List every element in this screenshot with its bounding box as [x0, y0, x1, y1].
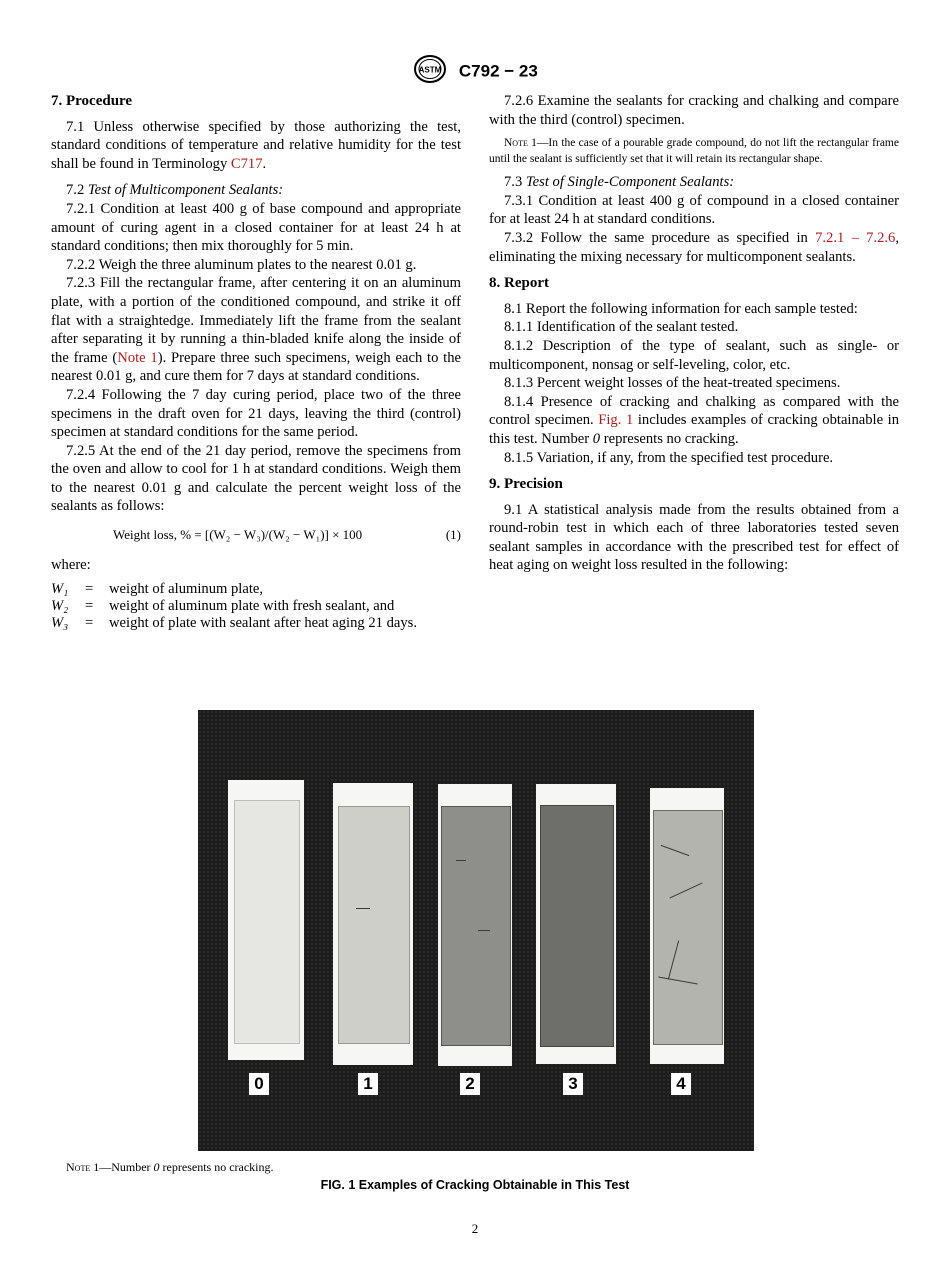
para-7-3: 7.3 Test of Single-Component Sealants: — [504, 174, 735, 191]
where-label: where: — [51, 557, 91, 574]
variable-definitions — [51, 581, 417, 632]
right-column — [489, 92, 899, 575]
para-8-1-2: 8.1.2 Description of the type of sealant, such as single- or multicomponent, nonsag or self-leveling, color, etc. — [489, 337, 899, 373]
link-note-1[interactable]: Note 1 — [117, 349, 158, 366]
specimen-label: 4 — [671, 1073, 691, 1095]
link-c717[interactable]: C717 — [230, 155, 263, 172]
para-7-2-2: 7.2.2 Weigh the three aluminum plates to the nearest 0.01 g. — [66, 256, 417, 273]
para-7-2: 7.2 Test of Multicomponent Sealants: — [66, 182, 284, 199]
crack-mark — [356, 908, 370, 909]
link-7-2-1-7-2-6[interactable]: 7.2.1 – 7.2.6 — [815, 229, 896, 246]
para-7-2-6: 7.2.6 Examine the sealants for cracking and chalking and compare with the third (control) specimen. — [489, 93, 899, 128]
para-7-2-4: 7.2.4 Following the 7 day curing period, place two of the three specimens in the draft oven for 21 days, leaving the third (control) specimen at standard conditions for the same period. — [51, 386, 461, 441]
specimen-1-sealant — [338, 806, 410, 1044]
para-7-1: 7.1 Unless otherwise specified by those authorizing the test, standard conditions of temperature and relative humidity for the test shall be found in Terminology C717. — [51, 118, 461, 172]
para-7-3-1: 7.3.1 Condition at least 400 g of compound in a closed container for at least 24 h at standard conditions. — [489, 192, 899, 228]
para-8-1: 8.1 Report the following information for each sample tested: — [504, 300, 858, 317]
specimen-label: 0 — [249, 1073, 269, 1095]
designation: C792 − 23 — [458, 61, 538, 81]
equation-body: Weight loss, % = [(W₂ − W₃)/(W₂ − W₁)] × 100 — [113, 527, 363, 543]
specimen-label: 1 — [358, 1073, 378, 1095]
logo-text: ASTM — [418, 65, 442, 75]
para-9-1: 9.1 A statistical analysis made from the results obtained from a round-robin test in which each of three laboratories tested seven sealant samples in accordance with the prescribed test for effect of heat aging on weight loss resulted in the following: — [489, 501, 899, 574]
astm-logo-icon — [412, 54, 448, 89]
section-7-heading: 7. Procedure — [51, 93, 133, 109]
page-number: 2 — [471, 1221, 479, 1236]
para-7-2-5: 7.2.5 At the end of the 21 day period, remove the specimens from the oven and allow to cool for 1 h at standard conditions. Weigh them to the nearest 0.01 g and calculate the percent weight loss of the sealants as follows: — [51, 442, 461, 515]
figure-note: Note 1—Number 0 represents no cracking. — [66, 1160, 274, 1174]
definition-row: W₂ = weight of aluminum plate with fresh sealant, and — [51, 597, 395, 614]
figure-caption: FIG. 1 Examples of Cracking Obtainable in This Test — [320, 1178, 630, 1192]
note-1: Note 1—In the case of a pourable grade compound, do not lift the rectangular frame until the sealant is sufficiently set that it will retain its rectangular shape. — [489, 137, 899, 165]
equation-1 — [51, 524, 461, 546]
definition-row: W₃ = weight of plate with sealant after heat aging 21 days. — [51, 614, 417, 631]
para-8-1-4: 8.1.4 Presence of cracking and chalking as compared with the control specimen. Fig. 1 includes examples of cracking obtainable in this test. Number 0 represents no cracking. — [489, 393, 900, 447]
crack-mark — [478, 930, 490, 931]
page-header — [0, 54, 950, 89]
para-8-1-3: 8.1.3 Percent weight losses of the heat-treated specimens. — [504, 375, 841, 392]
para-8-1-1: 8.1.1 Identification of the sealant tested. — [504, 319, 739, 336]
equation-number: (1) — [445, 527, 461, 543]
para-7-2-1: 7.2.1 Condition at least 400 g of base compound and appropriate amount of curing agent in a closed container for at least 24 h at standard conditions; then mix thoroughly for 5 min. — [51, 200, 461, 255]
para-7-2-3: 7.2.3 Fill the rectangular frame, after centering it on an aluminum plate, with a portion of the conditioned compound, and strike it off flat with a straightedge. Immediately lift the frame from the sealant after separating it by running a thin-bladed knife along the inside of the frame (Note 1). Prepare three such specimens, weigh each to the nearest 0.01 g, and cure them for 7 days at standard conditions. — [51, 275, 461, 385]
specimen-0-sealant — [234, 800, 300, 1044]
link-fig-1[interactable]: Fig. 1 — [598, 412, 634, 429]
section-9-heading: 9. Precision — [489, 476, 563, 493]
definition-row: W₁ = weight of aluminum plate, — [51, 580, 264, 597]
specimen-label: 2 — [460, 1073, 480, 1095]
specimen-3-sealant — [540, 805, 614, 1047]
crack-mark — [456, 860, 466, 861]
specimen-label: 3 — [563, 1073, 583, 1095]
para-7-3-2: 7.3.2 Follow the same procedure as specified in 7.2.1 – 7.2.6, eliminating the mixing necessary for multicomponent sealants. — [489, 229, 899, 265]
figure-1-photo — [198, 710, 754, 1151]
left-column — [51, 92, 461, 632]
para-8-1-5: 8.1.5 Variation, if any, from the specified test procedure. — [504, 449, 834, 466]
section-8-heading: 8. Report — [489, 275, 549, 292]
specimen-2-sealant — [441, 806, 511, 1046]
